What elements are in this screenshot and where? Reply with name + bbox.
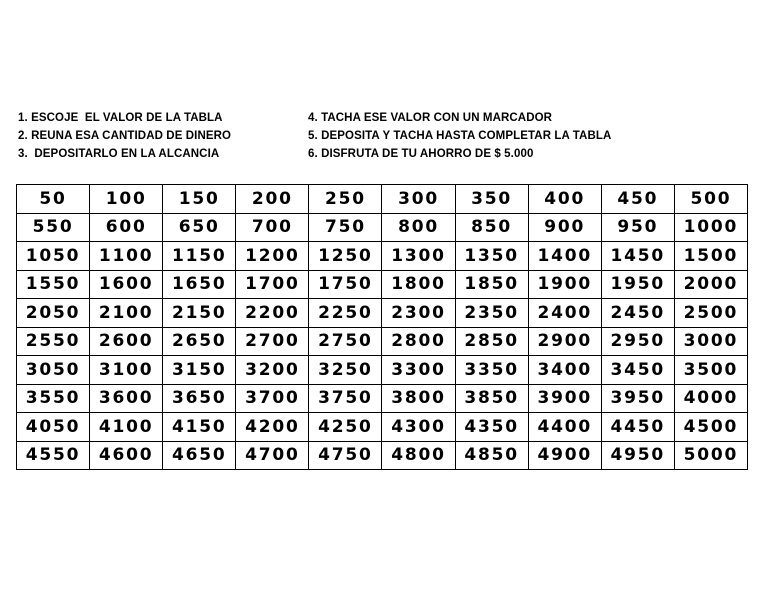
table-cell: 4650 (163, 441, 236, 470)
table-cell: 1850 (455, 270, 528, 299)
table-cell: 4550 (17, 441, 90, 470)
table-cell: 1800 (382, 270, 455, 299)
table-cell: 4100 (90, 413, 163, 442)
table-cell: 1750 (309, 270, 382, 299)
instruction-step-1: 1. ESCOJE EL VALOR DE LA TABLA (18, 112, 223, 124)
table-cell: 2650 (163, 327, 236, 356)
table-cell: 1550 (17, 270, 90, 299)
table-cell: 900 (528, 213, 601, 242)
table-cell: 2450 (601, 299, 674, 328)
table-cell: 3200 (236, 356, 309, 385)
table-cell: 700 (236, 213, 309, 242)
table-cell: 500 (674, 185, 747, 214)
table-cell: 1650 (163, 270, 236, 299)
table-cell: 50 (17, 185, 90, 214)
table-cell: 2150 (163, 299, 236, 328)
table-row (17, 213, 748, 242)
table-cell: 1950 (601, 270, 674, 299)
table-cell: 200 (236, 185, 309, 214)
table-row (17, 384, 748, 413)
table-cell: 4600 (90, 441, 163, 470)
table-cell: 4250 (309, 413, 382, 442)
table-cell: 4900 (528, 441, 601, 470)
table-cell: 2900 (528, 327, 601, 356)
table-cell: 100 (90, 185, 163, 214)
table-cell: 4000 (674, 384, 747, 413)
table-cell: 850 (455, 213, 528, 242)
table-cell: 2100 (90, 299, 163, 328)
table-cell: 4950 (601, 441, 674, 470)
table-cell: 2500 (674, 299, 747, 328)
savings-table (16, 184, 748, 470)
table-cell: 1200 (236, 242, 309, 271)
table-cell: 2750 (309, 327, 382, 356)
table-cell: 2600 (90, 327, 163, 356)
instruction-step-5: 5. DEPOSITA Y TACHA HASTA COMPLETAR LA TABLA (308, 130, 612, 142)
table-cell: 4750 (309, 441, 382, 470)
table-cell: 3400 (528, 356, 601, 385)
table-row (17, 270, 748, 299)
table-cell: 1500 (674, 242, 747, 271)
table-cell: 950 (601, 213, 674, 242)
table-cell: 1400 (528, 242, 601, 271)
table-cell: 1250 (309, 242, 382, 271)
table-cell: 800 (382, 213, 455, 242)
table-cell: 3000 (674, 327, 747, 356)
table-cell: 3900 (528, 384, 601, 413)
table-cell: 2200 (236, 299, 309, 328)
table-cell: 3500 (674, 356, 747, 385)
table-cell: 2050 (17, 299, 90, 328)
table-cell: 2950 (601, 327, 674, 356)
table-cell: 250 (309, 185, 382, 214)
table-cell: 3800 (382, 384, 455, 413)
instructions (18, 109, 758, 163)
table-cell: 3100 (90, 356, 163, 385)
table-cell: 4850 (455, 441, 528, 470)
table-cell: 1000 (674, 213, 747, 242)
table-cell: 300 (382, 185, 455, 214)
table-cell: 4050 (17, 413, 90, 442)
table-cell: 750 (309, 213, 382, 242)
table-cell: 3450 (601, 356, 674, 385)
instruction-step-2: 2. REUNA ESA CANTIDAD DE DINERO (18, 130, 232, 142)
table-cell: 2300 (382, 299, 455, 328)
table-cell: 3750 (309, 384, 382, 413)
table-cell: 2850 (455, 327, 528, 356)
table-cell: 3600 (90, 384, 163, 413)
table-cell: 4800 (382, 441, 455, 470)
table-cell: 3150 (163, 356, 236, 385)
table-row (17, 242, 748, 271)
table-cell: 4200 (236, 413, 309, 442)
instruction-step-3: 3. DEPOSITARLO EN LA ALCANCIA (18, 148, 220, 160)
table-row (17, 356, 748, 385)
table-cell: 3300 (382, 356, 455, 385)
table-cell: 350 (455, 185, 528, 214)
table-row (17, 413, 748, 442)
table-cell: 2550 (17, 327, 90, 356)
table-cell: 3650 (163, 384, 236, 413)
table-cell: 1300 (382, 242, 455, 271)
table-cell: 650 (163, 213, 236, 242)
table-cell: 3850 (455, 384, 528, 413)
instruction-step-6: 6. DISFRUTA DE TU AHORRO DE $ 5.000 (308, 148, 534, 160)
table-cell: 1350 (455, 242, 528, 271)
table-cell: 4400 (528, 413, 601, 442)
table-cell: 3250 (309, 356, 382, 385)
table-cell: 2800 (382, 327, 455, 356)
table-row (17, 299, 748, 328)
instruction-step-4: 4. TACHA ESE VALOR CON UN MARCADOR (308, 112, 553, 124)
table-row (17, 185, 748, 214)
table-cell: 450 (601, 185, 674, 214)
table-cell: 1600 (90, 270, 163, 299)
instructions-right-column (308, 109, 611, 163)
table-cell: 1100 (90, 242, 163, 271)
table-cell: 600 (90, 213, 163, 242)
table-cell: 400 (528, 185, 601, 214)
table-cell: 1050 (17, 242, 90, 271)
table-cell: 2700 (236, 327, 309, 356)
table-cell: 2400 (528, 299, 601, 328)
savings-table-body (17, 185, 748, 470)
table-cell: 1450 (601, 242, 674, 271)
table-cell: 2250 (309, 299, 382, 328)
table-cell: 4700 (236, 441, 309, 470)
table-cell: 3700 (236, 384, 309, 413)
table-cell: 1700 (236, 270, 309, 299)
table-cell: 4350 (455, 413, 528, 442)
table-cell: 3050 (17, 356, 90, 385)
table-cell: 2350 (455, 299, 528, 328)
table-row (17, 441, 748, 470)
table-cell: 5000 (674, 441, 747, 470)
table-cell: 4500 (674, 413, 747, 442)
table-cell: 4300 (382, 413, 455, 442)
instructions-left-column (18, 109, 231, 163)
table-cell: 2000 (674, 270, 747, 299)
table-cell: 150 (163, 185, 236, 214)
table-cell: 4150 (163, 413, 236, 442)
table-cell: 4450 (601, 413, 674, 442)
table-cell: 1150 (163, 242, 236, 271)
table-cell: 1900 (528, 270, 601, 299)
table-cell: 550 (17, 213, 90, 242)
table-row (17, 327, 748, 356)
table-cell: 3550 (17, 384, 90, 413)
table-cell: 3350 (455, 356, 528, 385)
table-cell: 3950 (601, 384, 674, 413)
